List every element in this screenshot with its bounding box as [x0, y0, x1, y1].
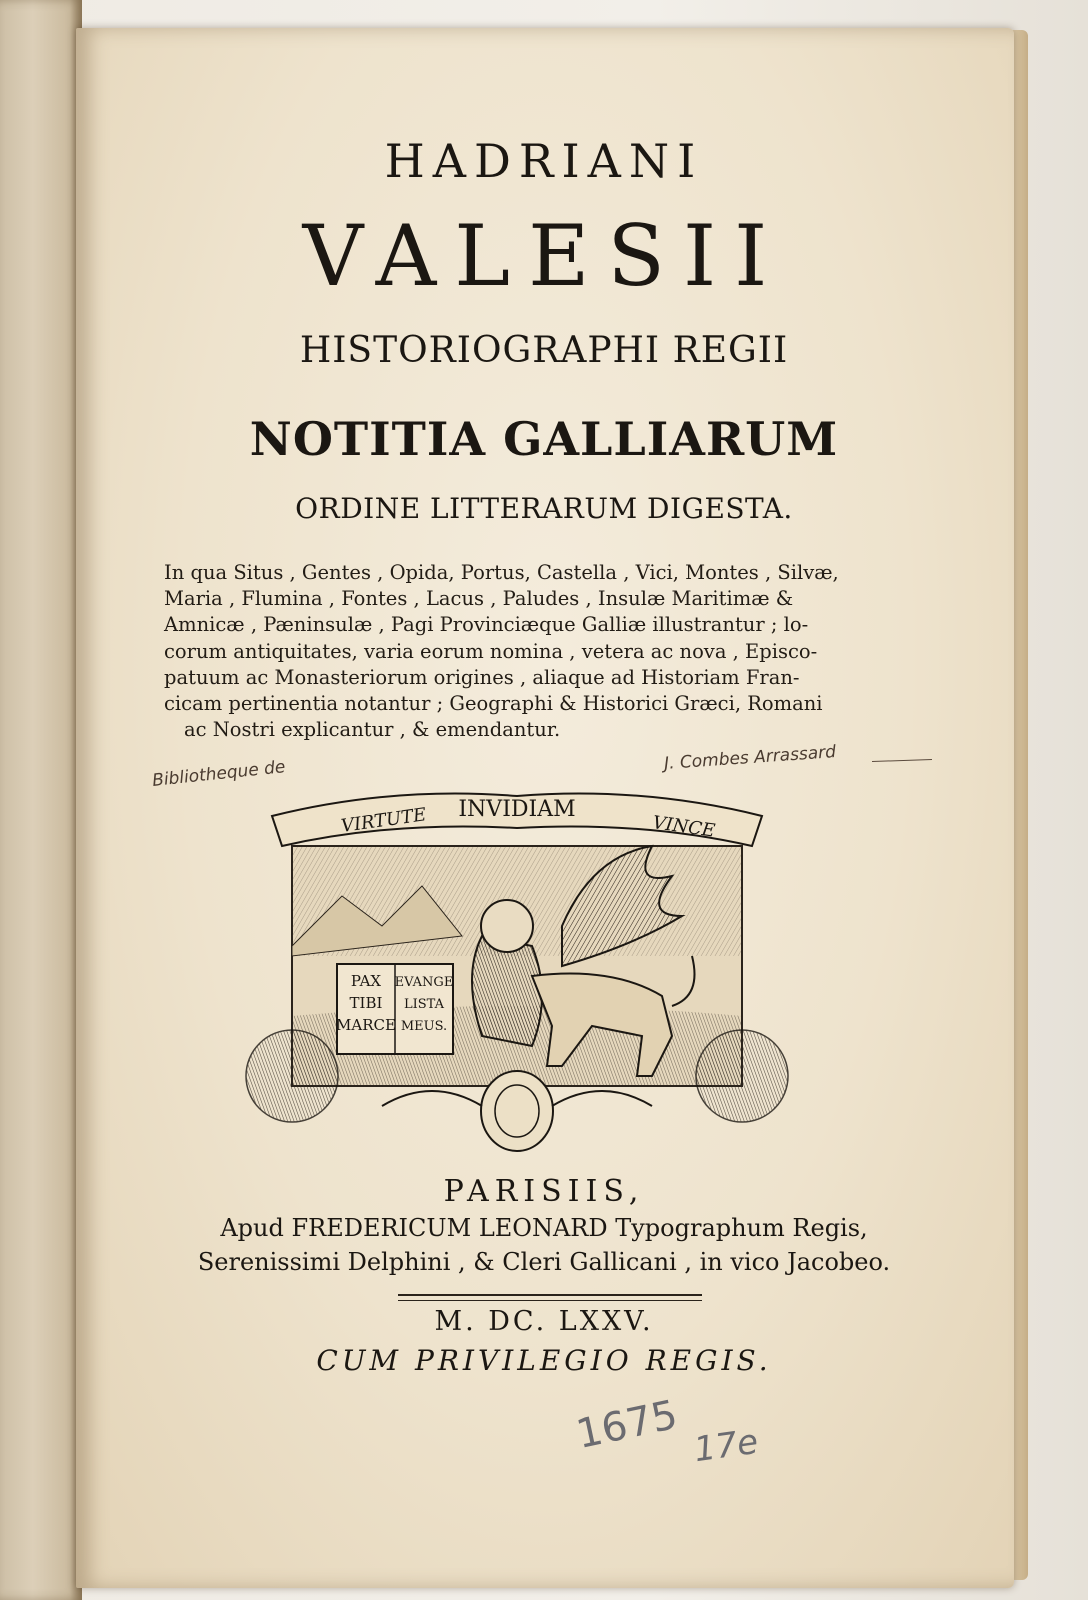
description-line: Amnicæ , Pæninsulæ , Pagi Provinciæque Galliæ illustrantur ; lo-	[164, 613, 809, 637]
imprint-rule-thin	[398, 1300, 702, 1301]
description-line: Maria , Flumina , Fontes , Lacus , Paludes , Insulæ Maritimæ &	[164, 587, 794, 611]
monogram-cartouche	[481, 1071, 553, 1151]
author-first-name: HADRIANI	[384, 134, 704, 188]
motto-center: INVIDIAM	[458, 797, 576, 822]
book-text-right: EVANGE	[394, 975, 454, 990]
ownership-inscription-right: J. Combes Arrassard	[663, 742, 837, 774]
lion-head	[481, 900, 533, 952]
book-text-left: PAX	[350, 972, 382, 990]
author-last-name: VALESII	[302, 207, 786, 305]
cherub-left	[246, 1030, 338, 1122]
motto-right: VINCE	[651, 812, 717, 842]
pencil-note-year: 1675	[572, 1391, 682, 1459]
title-description	[164, 560, 854, 743]
cherub-right	[696, 1030, 788, 1122]
pencil-note-century: 17e	[691, 1421, 761, 1471]
ownership-inscription-left: Bibliotheque de	[151, 757, 287, 791]
book-text-right: LISTA	[403, 997, 445, 1012]
description-line: patuum ac Monasteriorum origines , aliaque ad Historiam Fran-	[164, 665, 800, 689]
book-text-left: TIBI	[349, 994, 383, 1012]
description-line: cicam pertinentia notantur ; Geographi & Historici Græci, Romani	[164, 692, 823, 716]
imprint-rule	[398, 1294, 702, 1296]
imprint-address: Serenissimi Delphini , & Cleri Gallicani , in vico Jacobeo.	[197, 1248, 891, 1276]
book-text-left: MARCE	[336, 1016, 396, 1034]
printer-device-engraving	[232, 776, 802, 1166]
description-line: corum antiquitates, varia eorum nomina , vetera ac nova , Episco-	[164, 639, 818, 663]
imprint-printer: Apud FREDERICUM LEONARD Typographum Regis,	[220, 1214, 868, 1242]
imprint-city: PARISIIS,	[443, 1174, 645, 1209]
work-subtitle: ORDINE LITTERARUM DIGESTA.	[295, 492, 793, 525]
description-line: ac Nostri explicantur , & emendantur.	[184, 718, 561, 742]
author-role: HISTORIOGRAPHI REGII	[299, 330, 789, 371]
imprint-date: M. DC. LXXV.	[434, 1306, 654, 1337]
work-title: NOTITIA GALLIARUM	[249, 412, 839, 466]
book-text-right: MEUS.	[400, 1019, 448, 1034]
motto-left: VIRTUTE	[339, 804, 428, 837]
imprint-privilege: CUM PRIVILEGIO REGIS.	[316, 1344, 772, 1377]
description-line: In qua Situs , Gentes , Opida, Portus, Castella , Vici, Montes , Silvæ,	[164, 561, 839, 584]
